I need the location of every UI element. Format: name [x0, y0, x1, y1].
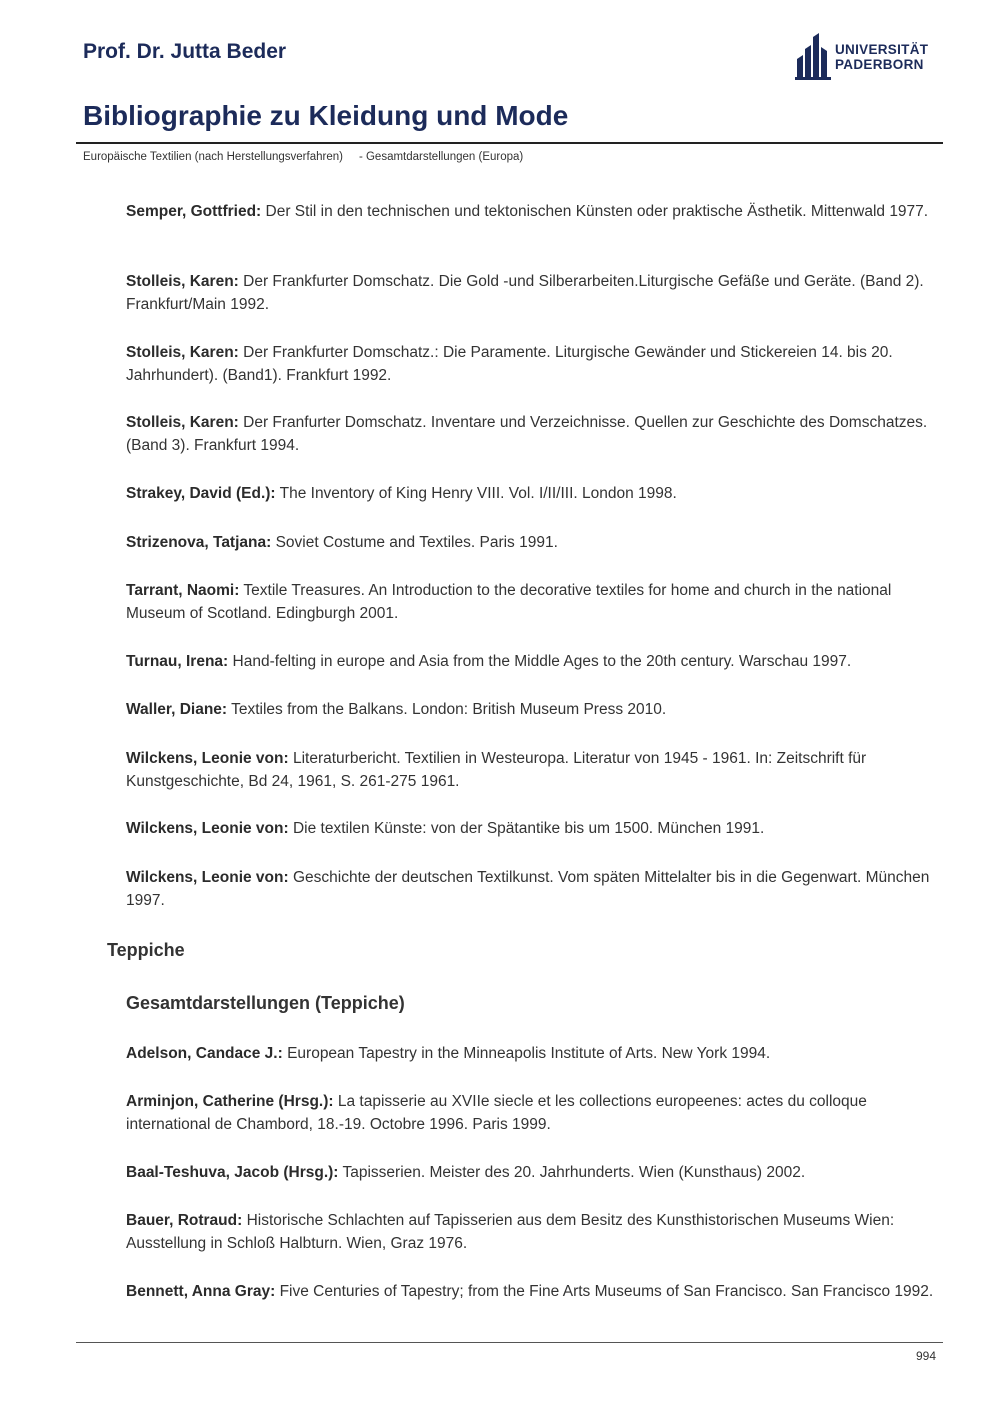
logo-line-2: PADERBORN	[835, 57, 924, 72]
bibliography-entry	[126, 483, 938, 506]
bibliography-entry	[126, 580, 938, 625]
entry-text: European Tapestry in the Minneapolis Institute of Arts. New York 1994.	[282, 1045, 771, 1062]
entry-author: Adelson, Candace J.:	[126, 1045, 283, 1062]
entry-text: Die textilen Künste: von der Spätantike bis um 1500. München 1991.	[288, 820, 765, 837]
entry-text: La tapisserie au XVIIe siecle et les collections europeenes: actes du colloque international de Chambord, 18.-19. Octobre 1996. Paris 1999.	[126, 1093, 867, 1133]
entry-author: Semper, Gottfried:	[126, 203, 262, 220]
breadcrumb-item-category: Europäische Textilien (nach Herstellungsverfahren)	[83, 151, 343, 163]
header-divider	[76, 142, 943, 144]
entry-text: Soviet Costume and Textiles. Paris 1991.	[271, 534, 558, 551]
bibliography-entry	[126, 699, 938, 722]
entry-text: Hand-felting in europe and Asia from the Middle Ages to the 20th century. Warschau 1997.	[228, 653, 852, 670]
bibliography-entry	[126, 1043, 938, 1066]
entry-text: Der Stil in den technischen und tektonischen Künsten oder praktische Ästhetik. Mittenwald 1977.	[261, 203, 929, 220]
entry-text: Geschichte der deutschen Textilkunst. Vom späten Mittelalter bis in die Gegenwart. München 1997.	[126, 869, 930, 909]
entry-author: Stolleis, Karen:	[126, 414, 239, 431]
entry-author: Bauer, Rotraud:	[126, 1212, 243, 1229]
entry-author: Turnau, Irena:	[126, 653, 229, 670]
subsection-heading: Gesamtdarstellungen (Teppiche)	[126, 993, 405, 1013]
bibliography-entry	[126, 342, 938, 387]
page-author: Prof. Dr. Jutta Beder	[83, 40, 287, 63]
entry-author: Tarrant, Naomi:	[126, 582, 240, 599]
bibliography-entry	[126, 1162, 938, 1185]
entry-text: Tapisserien. Meister des 20. Jahrhunderts. Wien (Kunsthaus) 2002.	[338, 1164, 806, 1181]
document-title: Bibliographie zu Kleidung und Mode	[83, 100, 569, 131]
bibliography-entry	[126, 271, 938, 316]
entry-text: Der Frankfurter Domschatz. Die Gold -und Silberarbeiten.Liturgische Gefäße und Geräte. (Band 2). Frankfurt/Main 1992.	[126, 273, 924, 313]
bibliography-entry	[126, 1281, 938, 1304]
bibliography-entry	[126, 1210, 938, 1255]
entry-author: Bennett, Anna Gray:	[126, 1283, 276, 1300]
entry-text: Der Franfurter Domschatz. Inventare und Verzeichnisse. Quellen zur Geschichte des Domschatzes. (Band 3). Frankfurt 1994.	[126, 414, 928, 454]
entry-text: Textile Treasures. An Introduction to the decorative textiles for home and church in the national Museum of Scotland. Edingburgh 2001.	[126, 582, 892, 622]
entry-author: Wilckens, Leonie von:	[126, 820, 289, 837]
entry-text: Historische Schlachten auf Tapisserien aus dem Besitz des Kunsthistorischen Museums Wien: Ausstellung in Schloß Halbturn. Wien, Graz 1976.	[126, 1212, 895, 1252]
entry-author: Wilckens, Leonie von:	[126, 869, 289, 886]
entry-author: Stolleis, Karen:	[126, 344, 239, 361]
bibliography-entry	[126, 1091, 938, 1136]
section-heading: Teppiche	[107, 940, 185, 960]
entry-text: Textiles from the Balkans. London: British Museum Press 2010.	[227, 701, 667, 718]
bibliography-entry	[126, 201, 938, 224]
entry-author: Stolleis, Karen:	[126, 273, 239, 290]
university-logo-icon	[795, 33, 831, 81]
entry-text: Der Frankfurter Domschatz.: Die Paramente. Liturgische Gewänder und Stickereien 14. bis 20. Jahrhundert). (Band1). Frankfurt 1992.	[126, 344, 893, 384]
logo-line-1: UNIVERSITÄT	[835, 42, 929, 57]
footer-divider	[76, 1342, 943, 1343]
entry-text: Five Centuries of Tapestry; from the Fine Arts Museums of San Francisco. San Francisco 1992.	[275, 1283, 934, 1300]
entry-author: Arminjon, Catherine (Hrsg.):	[126, 1093, 334, 1110]
bibliography-entry	[126, 748, 938, 793]
entry-author: Baal-Teshuva, Jacob (Hrsg.):	[126, 1164, 339, 1181]
entry-author: Strizenova, Tatjana:	[126, 534, 272, 551]
bibliography-entry	[126, 818, 938, 841]
bibliography-entry	[126, 532, 938, 555]
bibliography-entry	[126, 651, 938, 674]
breadcrumb	[83, 151, 523, 163]
bibliography-entry	[126, 867, 938, 912]
university-logo	[795, 32, 935, 82]
entry-text: Literaturbericht. Textilien in Westeuropa. Literatur von 1945 - 1961. In: Zeitschrift für Kunstgeschichte, Bd 24, 1961, S. 261-275 1961.	[126, 750, 867, 790]
entry-text: The Inventory of King Henry VIII. Vol. I/II/III. London 1998.	[275, 485, 677, 502]
university-logo-text	[835, 42, 928, 72]
entry-author: Waller, Diane:	[126, 701, 228, 718]
entry-author: Strakey, David (Ed.):	[126, 485, 276, 502]
breadcrumb-item-subcategory: - Gesamtdarstellungen (Europa)	[358, 151, 524, 163]
entry-author: Wilckens, Leonie von:	[126, 750, 289, 767]
page-number: 994	[915, 1349, 936, 1363]
bibliography-entry	[126, 412, 938, 457]
